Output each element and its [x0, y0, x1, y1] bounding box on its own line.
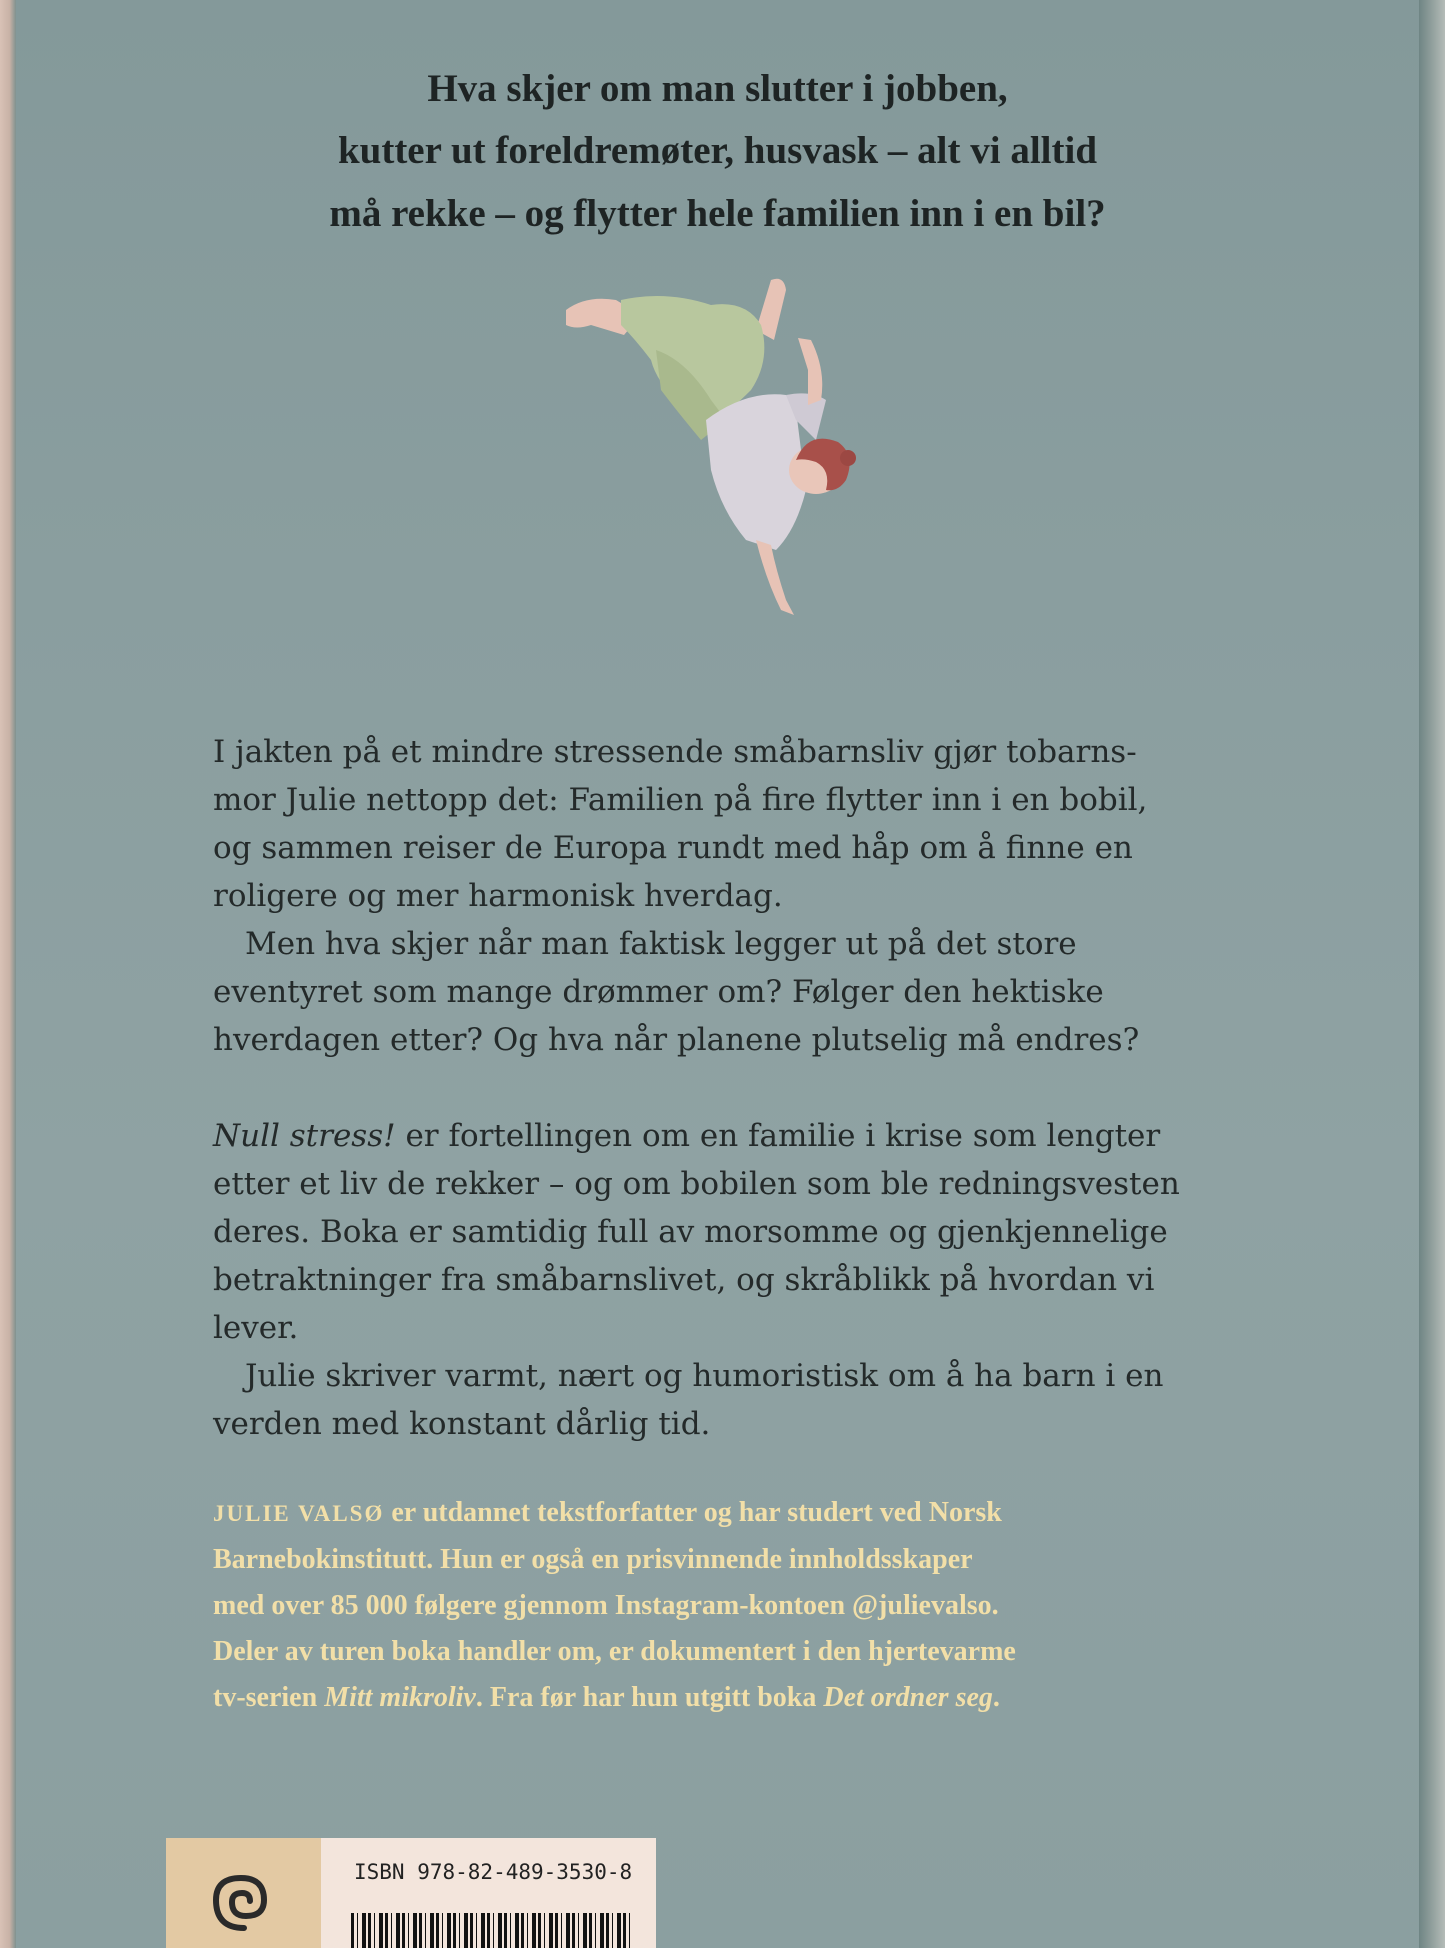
paragraph-3-line-2: etter et liv de rekker – og om bobilen som ble redningsvesten — [213, 1166, 1180, 1202]
bio-line-1 — [213, 1490, 1293, 1537]
isbn-label — [166, 1838, 656, 1948]
bio-line-5-b: . Fra før har hun utgitt boka — [475, 1682, 824, 1713]
book-left-edge — [0, 0, 16, 1948]
bio-line-3: med over 85 000 følgere gjennom Instagram-kontoen @julievalso. — [213, 1590, 999, 1621]
paragraph-1-line-2: mor Julie nettopp det: Familien på fire flytter inn i en bobil, — [213, 782, 1148, 818]
tagline-line-2: kutter ut foreldremøter, husvask – alt vi alltid — [337, 129, 1098, 173]
paragraph-4-line-2: verden med konstant dårlig tid. — [213, 1406, 711, 1442]
paragraph-2-line-1: Men hva skjer når man faktisk legger ut på det store — [245, 926, 1077, 962]
paragraph-2-line-2: eventyret som mange drømmer om? Følger den hektiske — [213, 974, 1104, 1010]
falling-woman-illustration — [546, 270, 906, 690]
paragraph-1-line-3: og sammen reiser de Europa rundt med håp om å finne en — [213, 830, 1133, 866]
bio-line-1-rest: er utdannet tekstforfatter og har studert ved Norsk — [384, 1497, 1002, 1528]
barcode — [351, 1913, 631, 1948]
book-title: Null stress! — [213, 1118, 396, 1154]
previous-book-title: Det ordner seg — [823, 1682, 993, 1713]
paragraph-3-line-1-rest: er fortellingen om en familie i krise som lengter — [395, 1118, 1161, 1154]
spiral-logo-icon — [166, 1838, 321, 1948]
bio-line-5 — [213, 1675, 1293, 1721]
isbn-number: ISBN 978-82-489-3530-8 — [354, 1860, 633, 1884]
paragraph-3-line-4: betraktninger fra småbarnslivet, og skråblikk på hvordan vi — [213, 1262, 1155, 1298]
author-name: JULIE VALSØ — [213, 1501, 385, 1526]
paragraph-3-line-1 — [213, 1112, 1273, 1160]
paragraph-2-line-3: hverdagen etter? Og hva når planene plutselig må endres? — [213, 1022, 1140, 1058]
tagline-line-3: må rekke – og flytter hele familien inn i en bil? — [329, 191, 1106, 235]
paragraph-4-line-1: Julie skriver varmt, nært og humoristisk om å ha barn i en — [245, 1358, 1164, 1394]
description — [213, 728, 1273, 1448]
bio-line-5-c: . — [992, 1682, 1000, 1713]
paragraph-3-line-3: deres. Boka er samtidig full av morsomme og gjenkjennelige — [213, 1214, 1168, 1250]
paragraph-1-line-1: I jakten på et mindre stressende småbarnsliv gjør tobarns- — [213, 734, 1137, 770]
tagline-line-1: Hva skjer om man slutter i jobben, — [427, 67, 1008, 110]
tagline — [16, 58, 1419, 245]
bio-line-4: Deler av turen boka handler om, er dokumentert i den hjertevarme — [213, 1636, 1016, 1667]
tv-series-title: Mitt mikroliv — [324, 1682, 476, 1713]
bio-line-2: Barnebokinstitutt. Hun er også en prisvinnende innholdsskaper — [213, 1544, 973, 1575]
book-back-cover — [16, 0, 1419, 1948]
author-bio — [213, 1490, 1293, 1721]
publisher-logo — [166, 1838, 321, 1948]
book-right-edge — [1419, 0, 1445, 1948]
paragraph-1-line-4: roligere og mer harmonisk hverdag. — [213, 878, 783, 914]
paragraph-3-line-5: lever. — [213, 1310, 299, 1346]
bio-line-5-a: tv-serien — [213, 1682, 325, 1713]
